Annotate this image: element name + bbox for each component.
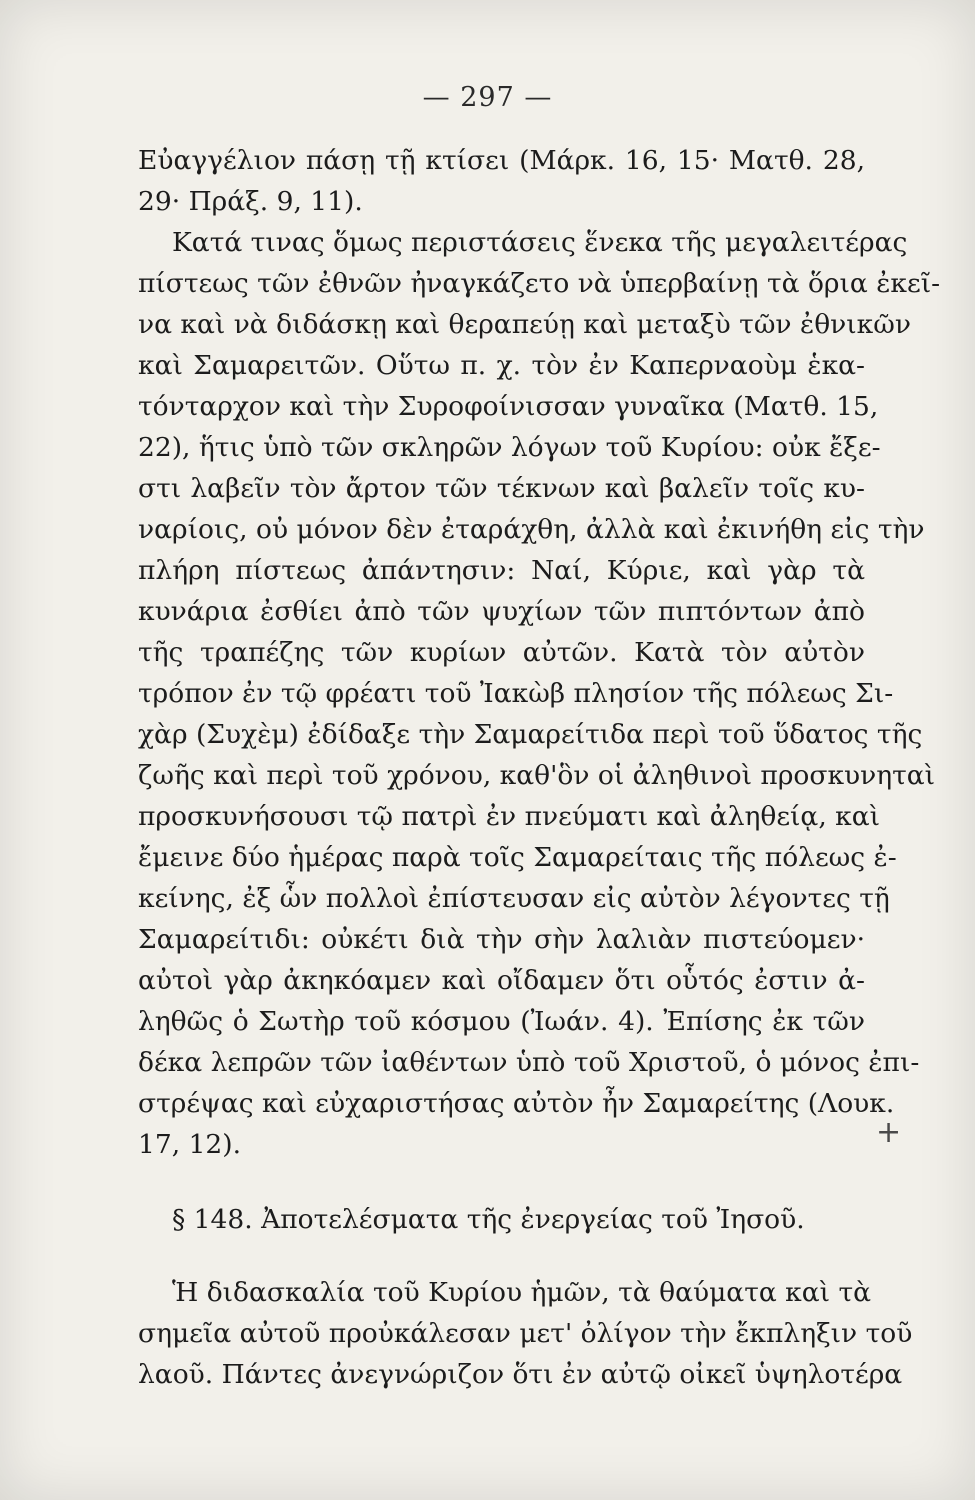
body-line: προσκυνήσουσι τῷ πατρὶ ἐν πνεύματι καὶ ἀληθείᾳ, καὶ (138, 801, 881, 832)
body-line: ἔμεινε δύο ἡμέρας παρὰ τοῖς Σαμαρείταις τῆς πόλεως ἐ- (138, 842, 897, 873)
body-line: πλήρη πίστεως ἀπάντησιν: Ναί, Κύριε, καὶ γὰρ τὰ (138, 555, 865, 586)
section-line: Ἡ διδασκαλία τοῦ Κυρίου ἡμῶν, τὰ θαύματα καὶ τὰ (172, 1277, 872, 1308)
page-number: — 297 — (422, 82, 553, 113)
body-line: 22), ἥτις ὑπὸ τῶν σκληρῶν λόγων τοῦ Κυρίου: οὐκ ἔξε- (138, 432, 881, 463)
margin-cross-mark: + (876, 1115, 902, 1150)
body-line: τρόπον ἐν τῷ φρέατι τοῦ Ἰακὼβ πλησίον τῆς πόλεως Σι- (138, 678, 894, 709)
body-line: στι λαβεῖν τὸν ἄρτον τῶν τέκνων καὶ βαλεῖν τοῖς κυ- (138, 473, 865, 504)
body-line: χὰρ (Συχὲμ) ἐδίδαξε τὴν Σαμαρείτιδα περὶ τοῦ ὕδατος τῆς (138, 719, 923, 750)
body-line: ζωῆς καὶ περὶ τοῦ χρόνου, καθ'ὃν οἱ ἀληθινοὶ προσκυνηταὶ (138, 760, 936, 791)
body-line: να καὶ νὰ διδάσκῃ καὶ θεραπεύῃ καὶ μεταξὺ τῶν ἐθνικῶν (138, 309, 911, 340)
section-heading: § 148. Ἀποτελέσματα τῆς ἐνεργείας τοῦ Ἰησοῦ. (172, 1204, 805, 1235)
body-line: Σαμαρείτιδι: οὐκέτι διὰ τὴν σὴν λαλιὰν πιστεύομεν· (138, 924, 865, 955)
body-line: ληθῶς ὁ Σωτὴρ τοῦ κόσμου (Ἰωάν. 4). Ἐπίσης ἐκ τῶν (138, 1006, 865, 1037)
section-line: σημεῖα αὐτοῦ προὐκάλεσαν μετ' ὀλίγον τὴν ἔκπληξιν τοῦ (138, 1318, 913, 1349)
body-line: κυνάρια ἐσθίει ἀπὸ τῶν ψυχίων τῶν πιπτόντων ἀπὸ (138, 596, 865, 627)
body-line: κείνης, ἐξ ὧν πολλοὶ ἐπίστευσαν εἰς αὐτὸν λέγοντες τῇ (138, 883, 890, 914)
body-line: στρέψας καὶ εὐχαριστήσας αὐτὸν ἦν Σαμαρείτης (Λουκ. (138, 1088, 895, 1119)
section-line: λαοῦ. Πάντες ἀνεγνώριζον ὅτι ἐν αὐτῷ οἰκεῖ ὑψηλοτέρα (138, 1359, 903, 1390)
body-line: Εὐαγγέλιον πάσῃ τῇ κτίσει (Μάρκ. 16, 15· Ματθ. 28, (138, 145, 865, 176)
body-line: Κατά τινας ὅμως περιστάσεις ἕνεκα τῆς μεγαλειτέρας (172, 227, 908, 258)
body-line: τῆς τραπέζης τῶν κυρίων αὐτῶν. Κατὰ τὸν αὐτὸν (138, 637, 865, 668)
body-line: 29· Πράξ. 9, 11). (138, 186, 363, 217)
body-line: ναρίοις, οὐ μόνον δὲν ἐταράχθη, ἀλλὰ καὶ ἐκινήθη εἰς τὴν (138, 514, 925, 545)
body-line: τόνταρχον καὶ τὴν Συροφοίνισσαν γυναῖκα (Ματθ. 15, (138, 391, 879, 422)
body-line: πίστεως τῶν ἐθνῶν ἠναγκάζετο νὰ ὑπερβαίνῃ τὰ ὅρια ἐκεῖ- (138, 268, 941, 299)
body-line: δέκα λεπρῶν τῶν ἰαθέντων ὑπὸ τοῦ Χριστοῦ, ὁ μόνος ἐπι- (138, 1047, 920, 1078)
body-line: καὶ Σαμαρειτῶν. Οὕτω π. χ. τὸν ἐν Καπερναοὺμ ἑκα- (138, 350, 865, 381)
body-line: αὐτοὶ γὰρ ἀκηκόαμεν καὶ οἴδαμεν ὅτι οὗτός ἐστιν ἀ- (138, 965, 865, 996)
body-line: 17, 12). (138, 1129, 242, 1160)
